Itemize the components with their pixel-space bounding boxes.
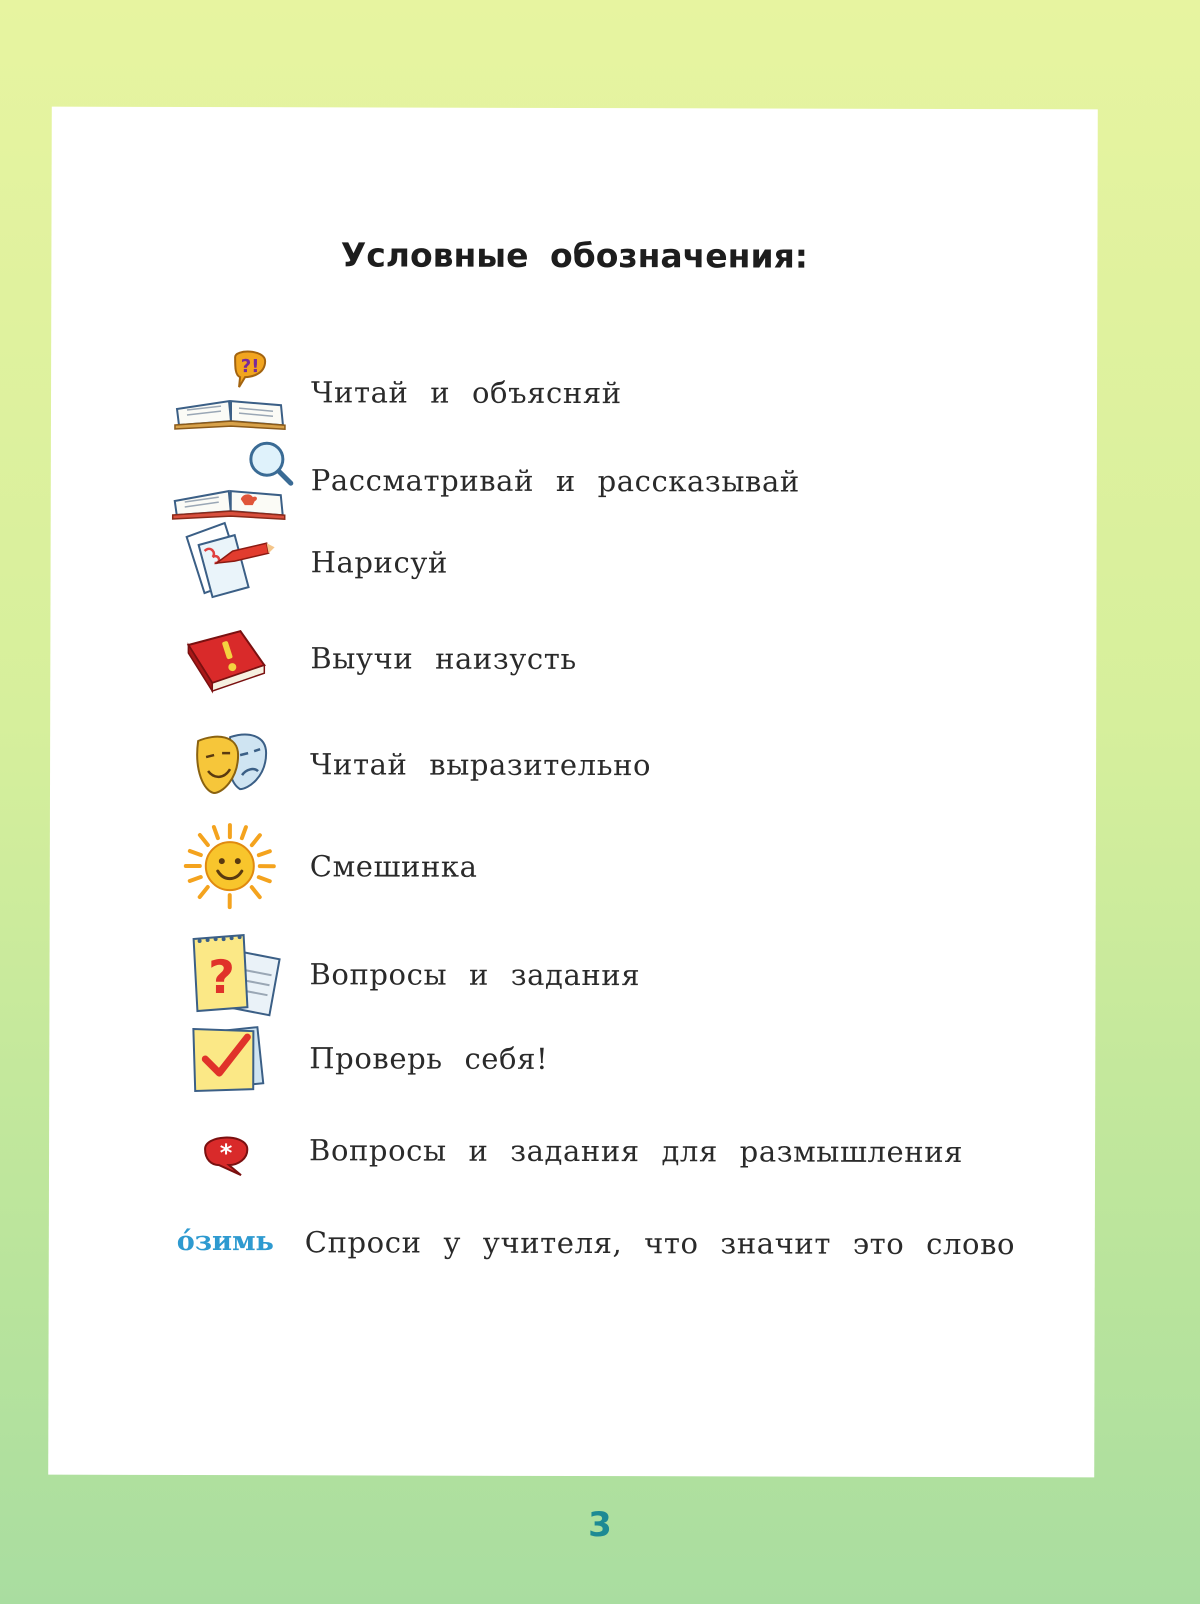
legend-label: Рассматривай и рассказывай — [310, 463, 800, 499]
svg-text:?!: ?! — [240, 356, 260, 378]
book-magnifier-icon — [169, 435, 295, 525]
book-question-icon — [169, 347, 295, 437]
pencil-drawing-icon — [168, 517, 294, 607]
legend-item — [49, 1105, 1095, 1198]
legend-label: Читай и объясняй — [311, 375, 622, 411]
legend-item — [49, 1197, 1095, 1290]
legend-label: Нарисуй — [310, 545, 448, 580]
legend-label: Вопросы и задания — [309, 957, 641, 993]
checkmark-note-icon — [167, 1013, 293, 1103]
legend-item — [51, 435, 1097, 528]
page-number: 3 — [588, 1505, 612, 1545]
legend-label: Читай выразительно — [310, 747, 652, 783]
legend-item — [49, 1013, 1095, 1106]
smiling-sun-icon — [168, 821, 294, 911]
legend-label: Выучи наизусть — [310, 641, 577, 677]
svg-text:*: * — [219, 1139, 233, 1168]
legend-label: Смешинка — [309, 849, 478, 884]
legend-item — [50, 613, 1096, 706]
vocabulary-word: óзимь — [176, 1225, 274, 1258]
speech-bubble-asterisk-icon — [167, 1105, 293, 1195]
theatre-masks-icon — [168, 719, 294, 809]
legend-label: Проверь себя! — [309, 1041, 549, 1076]
page-title: Условные обозначения: — [340, 235, 809, 276]
legend-item — [51, 347, 1097, 440]
legend-item — [49, 929, 1095, 1022]
page-sheet — [48, 107, 1098, 1478]
question-cards-icon — [167, 929, 293, 1019]
legend-item — [50, 517, 1096, 610]
legend-label: Спроси у учителя, что значит это слово — [304, 1225, 1016, 1262]
legend-item — [50, 719, 1096, 812]
svg-text:?: ? — [208, 950, 235, 1005]
red-book-exclamation-icon — [168, 613, 294, 703]
legend-label: Вопросы и задания для размышления — [309, 1133, 964, 1170]
legend-item — [50, 821, 1096, 914]
